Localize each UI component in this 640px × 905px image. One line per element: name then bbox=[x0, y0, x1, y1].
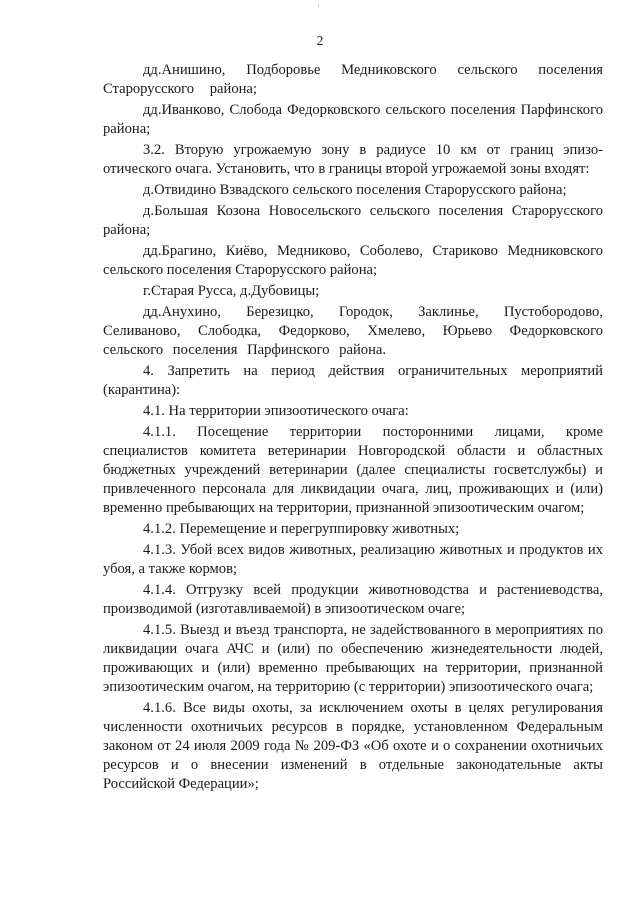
paragraph-item-4-1-4: 4.1.4. Отгрузку всей продукции животноводства и растениеводства, производимой (изготавливаемой) в эпизоотическом очаге; bbox=[103, 582, 603, 617]
paragraph-item-4-1-6: 4.1.6. Все виды охоты, за исключением охоты в целях регулирования численности охотничьих ресурсов в порядке, установленном Федеральным законом от 24 июля 2009 года № 209-ФЗ «Об охоте и о сохранении охотничьих ресурсов и о внесении изменений в отдельные законодательные акты Российской Федерации»; bbox=[103, 700, 603, 792]
paragraph-settlement-ivankovo: дд.Иванково, Слобода Федорковского сельского поселения Парфинского района; bbox=[103, 102, 603, 137]
paragraph-item-4-1-1: 4.1.1. Посещение территории посторонними лицами, кроме специалистов комитета ветеринарии Новгородской области и областных бюджетных учреждений ветеринарии (далее специалисты госветслужбы) и привлеченного персонала для ликвидации очага, лиц, проживающих и (или) временно пребывающих на территории, признанной эпизоотическим очагом; bbox=[103, 424, 603, 516]
paragraph-settlement-staraya-russa: г.Старая Русса, д.Дубовицы; bbox=[143, 283, 320, 299]
paragraph-settlement-bragino: дд.Брагино, Киёво, Медниково, Соболево, Стариково Медниковского сельского поселения Старорусского района; bbox=[103, 243, 603, 278]
page-number: 2 bbox=[316, 33, 324, 48]
paragraph-settlement-bolshaya-kozona: д.Большая Козона Новосельского сельского поселения Старорусского района; bbox=[103, 203, 603, 238]
paragraph-settlement-anishino: дд.Анишино, Подборовье Медниковского сельского поселения Старорусского района; bbox=[103, 62, 603, 97]
scan-mark bbox=[318, 4, 319, 7]
paragraph-item-4: 4. Запретить на период действия ограничительных мероприятий (карантина): bbox=[103, 363, 603, 398]
paragraph-item-3-2: 3.2. Вторую угрожаемую зону в радиусе 10 км от границ эпизо-отического очага. Установить, что в границы второй угрожаемой зоны входят: bbox=[103, 142, 603, 177]
paragraph-item-4-1-2: 4.1.2. Перемещение и перегруппировку животных; bbox=[143, 521, 460, 537]
paragraph-item-4-1-5: 4.1.5. Выезд и въезд транспорта, не задействованного в мероприятиях по ликвидации очага АЧС и (или) по обеспечению жизнедеятельности людей, проживающих и (или) временно пребывающих на территории, признанной эпизоотическим очагом, на территорию (с территории) эпизоотического очага; bbox=[103, 622, 603, 695]
paragraph-settlement-anukhino: дд.Анухино, Березицко, Городок, Заклинье, Пустобородово, Селиваново, Слободка, Федорково, Хмелево, Юрьево Федорковского сельского поселения Парфинского района. bbox=[103, 304, 603, 358]
paragraph-item-4-1-3: 4.1.3. Убой всех видов животных, реализацию животных и продуктов их убоя, а также кормов; bbox=[103, 542, 603, 577]
paragraph-settlement-otvidino: д.Отвидино Взвадского сельского поселения Старорусского района; bbox=[143, 182, 567, 198]
document-body bbox=[103, 61, 603, 794]
paragraph-item-4-1: 4.1. На территории эпизоотического очага: bbox=[143, 403, 409, 419]
